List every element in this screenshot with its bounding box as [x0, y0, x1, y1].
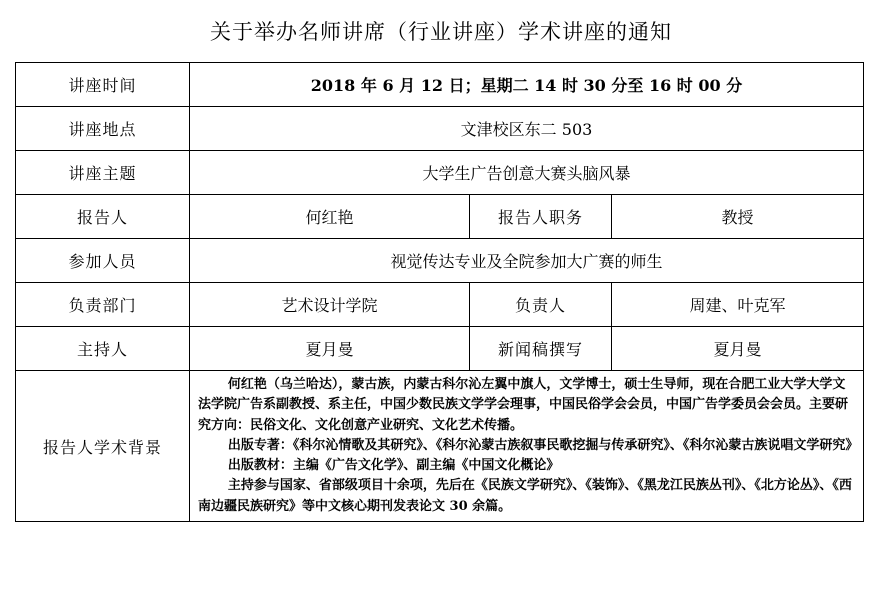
row-background	[16, 371, 864, 522]
host-value: 夏月曼	[190, 327, 470, 371]
background-text	[190, 371, 864, 522]
host-label: 主持人	[16, 327, 190, 371]
row-host	[16, 327, 864, 371]
row-participants	[16, 239, 864, 283]
speaker-label: 报告人	[16, 195, 190, 239]
writer-label: 新闻稿撰写	[470, 327, 612, 371]
participants-value: 视觉传达专业及全院参加大广赛的师生	[190, 239, 864, 283]
location-label: 讲座地点	[16, 107, 190, 151]
person-value: 周建、叶克军	[612, 283, 864, 327]
page-title: 关于举办名师讲席（行业讲座）学术讲座的通知	[210, 20, 672, 44]
background-paragraph: 主持参与国家、省部级项目十余项，先后在《民族文学研究》、《装饰》、《黑龙江民族丛刊》、《北方论丛》、《西南边疆民族研究》等中文核心期刊发表论文 30 余篇。	[198, 478, 852, 514]
notice-table	[15, 62, 864, 522]
row-department	[16, 283, 864, 327]
row-topic	[16, 151, 864, 195]
background-paragraph: 出版专著：《科尔沁情歌及其研究》、《科尔沁蒙古族叙事民歌挖掘与传承研究》、《科尔沁蒙古族说唱文学研究》	[227, 437, 859, 453]
writer-value: 夏月曼	[612, 327, 864, 371]
location-value: 文津校区东二 503	[190, 107, 864, 151]
topic-label: 讲座主题	[16, 151, 190, 195]
department-value: 艺术设计学院	[190, 283, 470, 327]
time-value: 2018 年 6 月 12 日；星期二 14 时 30 分至 16 时 00 分	[190, 63, 864, 107]
row-location	[16, 107, 864, 151]
department-label: 负责部门	[16, 283, 190, 327]
speaker-value: 何红艳	[190, 195, 470, 239]
row-speaker	[16, 195, 864, 239]
row-time	[16, 63, 864, 107]
speaker-title-label: 报告人职务	[470, 195, 612, 239]
background-paragraph: 何红艳（乌兰哈达），蒙古族，内蒙古科尔沁左翼中旗人，文学博士，硕士生导师，现在合肥工业大学大学文法学院广告系副教授、系主任，中国少数民族文学学会理事，中国民俗学会会员，中国广告学委员会会员。主要研究方向：民俗文化、文化创意产业研究、文化艺术传播。	[198, 377, 849, 433]
person-label: 负责人	[470, 283, 612, 327]
topic-value: 大学生广告创意大赛头脑风暴	[190, 151, 864, 195]
speaker-title-value: 教授	[612, 195, 864, 239]
background-paragraph: 出版教材：主编《广告文化学》、副主编《中国文化概论》	[227, 458, 560, 474]
time-label: 讲座时间	[16, 63, 190, 107]
background-label: 报告人学术背景	[16, 371, 190, 522]
participants-label: 参加人员	[16, 239, 190, 283]
